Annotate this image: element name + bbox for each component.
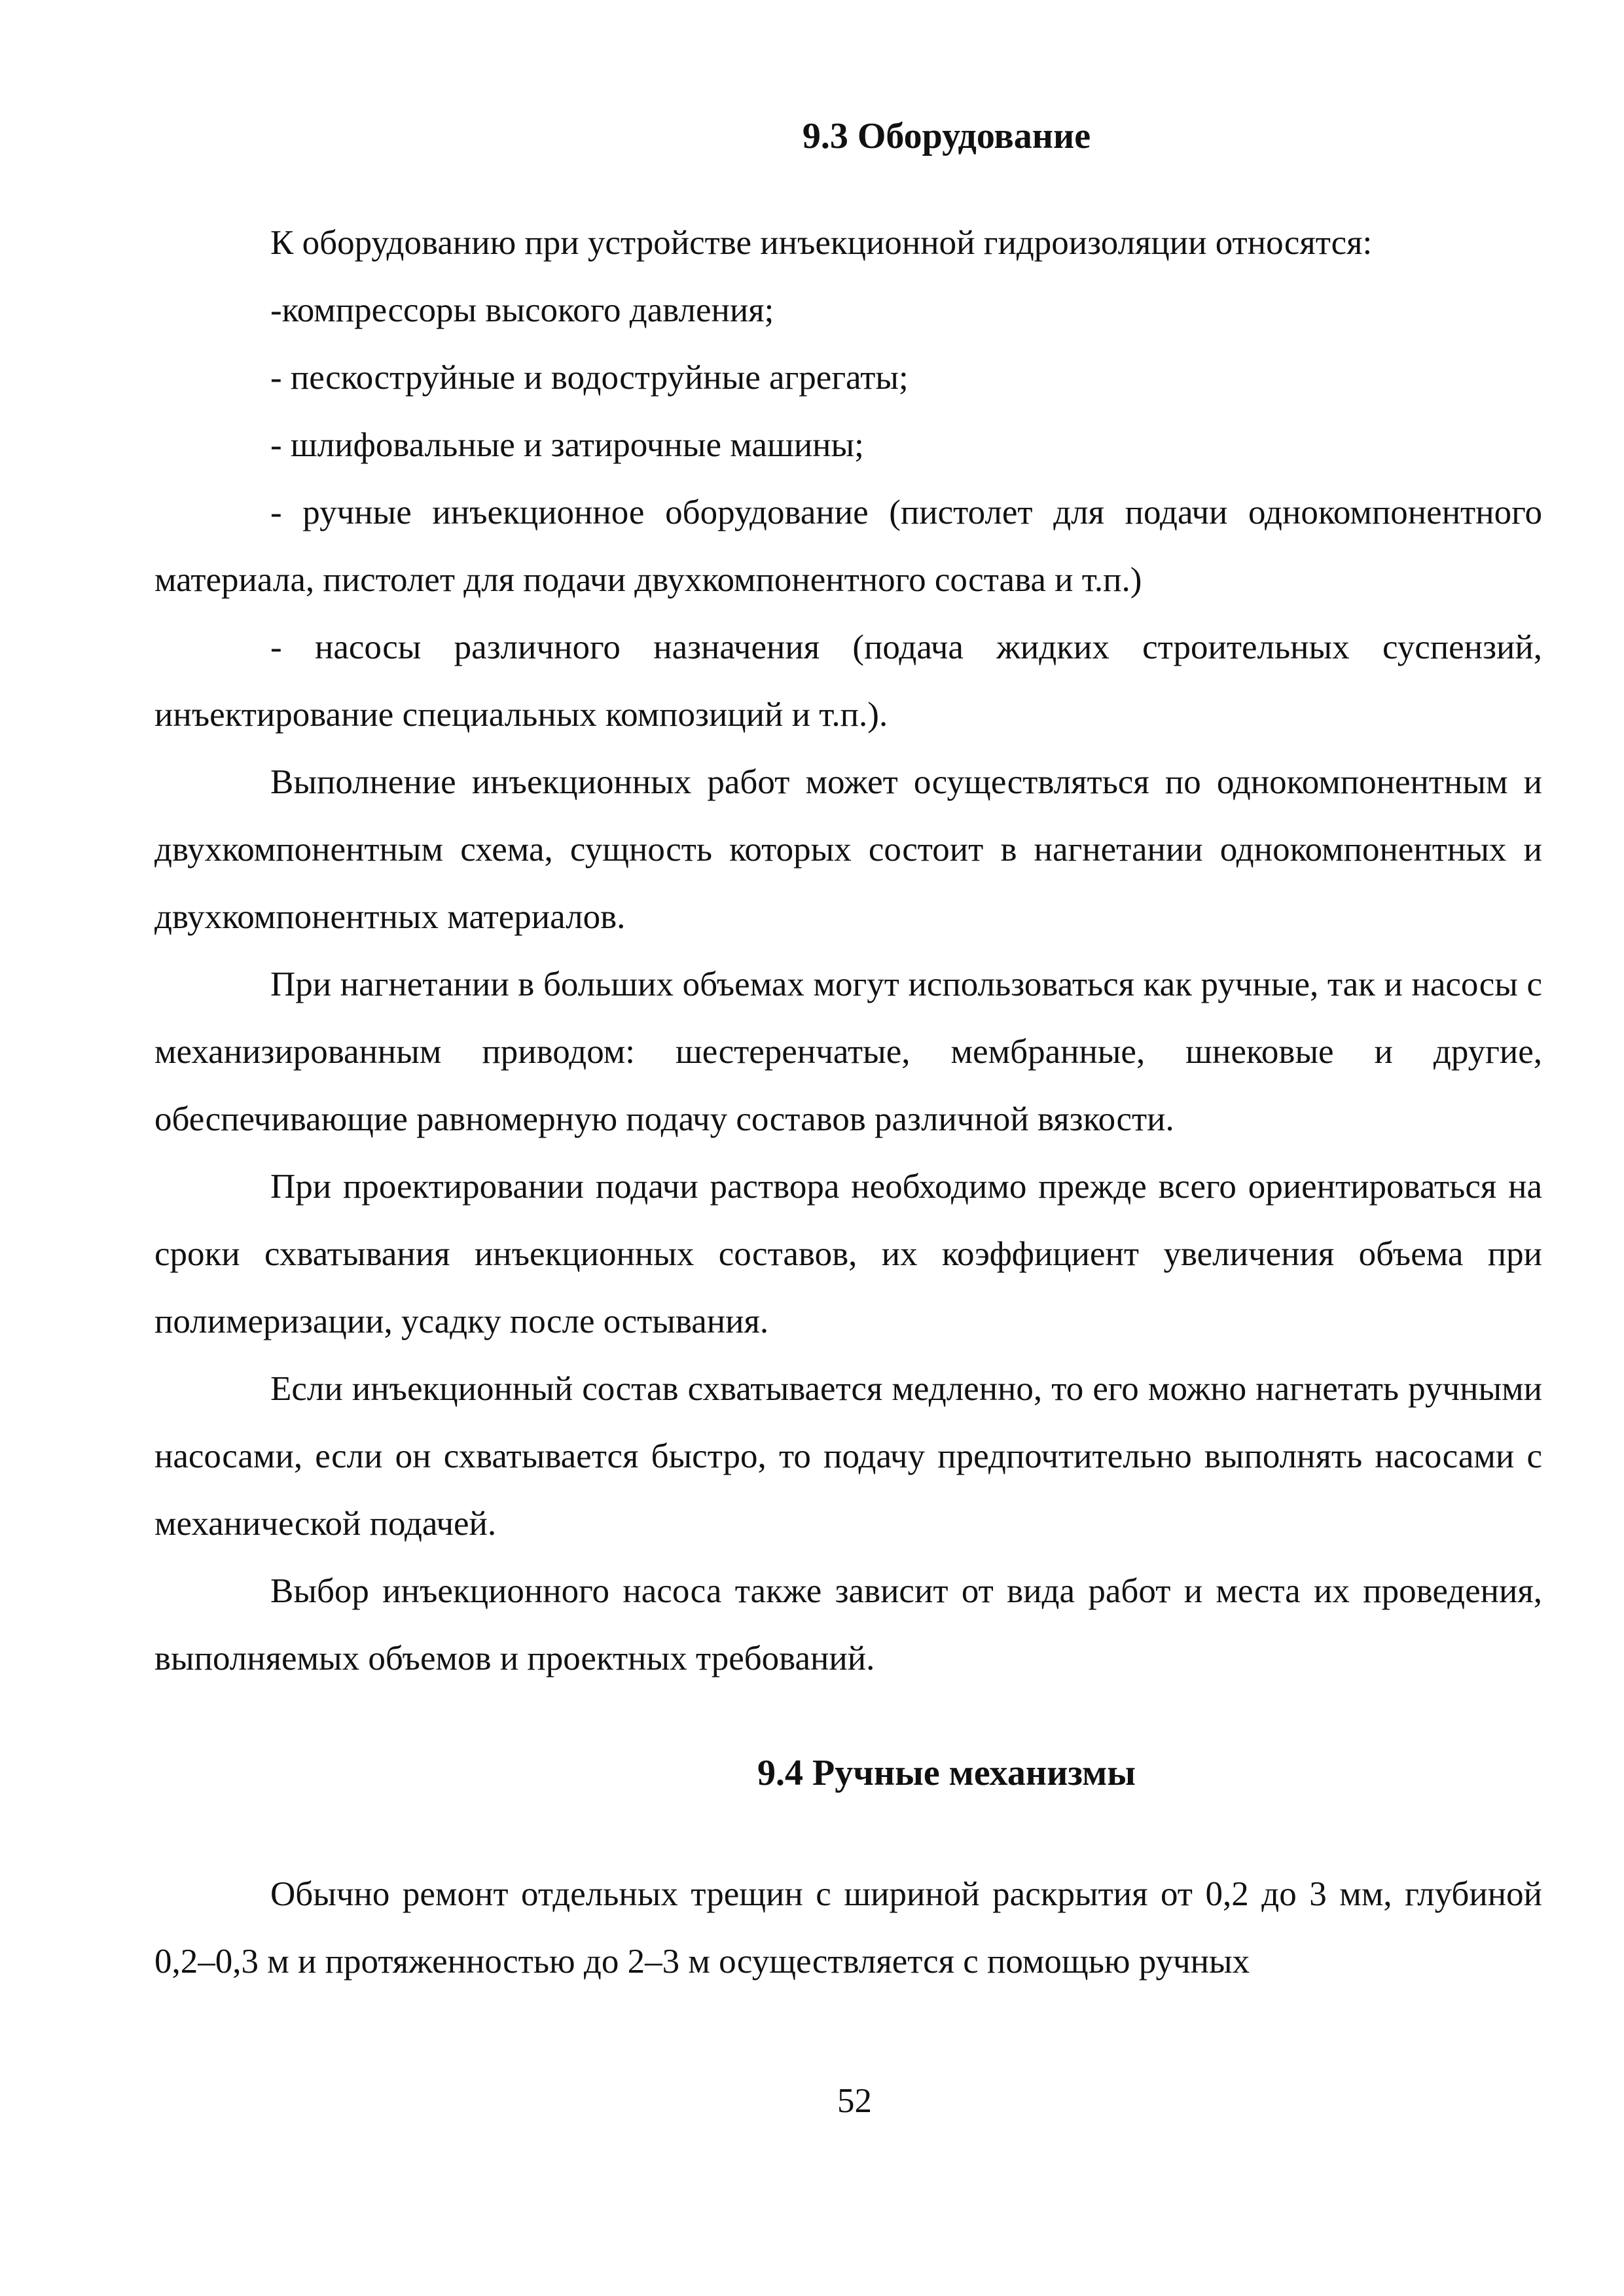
page-number: 52 (837, 2082, 872, 2120)
body-paragraph: Выполнение инъекционных работ может осуществляться по однокомпонентным и двухкомпонентным схема, сущность которых состоит в нагнетании однокомпонентных и двухкомпонентных материалов. (154, 763, 1542, 937)
body-paragraph: При проектировании подачи раствора необходимо прежде всего ориентироваться на сроки схватывания инъекционных составов, их коэффициент увеличения объема при полимеризации, усадку после остывания. (154, 1168, 1542, 1341)
page-content (154, 115, 1542, 1996)
body-paragraph: Если инъекционный состав схватывается медленно, то его можно нагнетать ручными насосами, если он схватывается быстро, то подачу предпочтительно выполнять насосами с механической подачей. (154, 1370, 1542, 1543)
body-paragraph: Выбор инъекционного насоса также зависит от вида работ и места их проведения, выполняемых объемов и проектных требований. (154, 1572, 1542, 1678)
equipment-list-item: - шлифовальные и затирочные машины; (270, 426, 864, 465)
equipment-list-item: - насосы различного назначения (подача жидких строительных суспензий, инъектирование специальных композиций и т.п.). (154, 628, 1542, 734)
equipment-list-item: -компрессоры высокого давления; (270, 291, 774, 330)
section-9-3-intro: К оборудованию при устройстве инъекционной гидроизоляции относятся: (270, 224, 1373, 262)
body-paragraph: При нагнетании в больших объемах могут использоваться как ручные, так и насосы с механизированным приводом: шестеренчатые, мембранные, шнековые и другие, обеспечивающие равномерную подачу составов различной вязкости. (154, 965, 1542, 1139)
equipment-list-item: - пескоструйные и водоструйные агрегаты; (270, 359, 909, 397)
equipment-list-item: - ручные инъекционное оборудование (пистолет для подачи однокомпонентного материала, пистолет для подачи двухкомпонентного состава и т.п.) (154, 493, 1542, 600)
section-9-4-title: 9.4 Ручные механизмы (757, 1753, 1136, 1794)
section-9-3-title: 9.3 Оборудование (802, 116, 1091, 156)
body-paragraph: Обычно ремонт отдельных трещин с шириной раскрытия от 0,2 до 3 мм, глубиной 0,2–0,3 м и протяженностью до 2–3 м осуществляется с помощью ручных (154, 1875, 1542, 1981)
